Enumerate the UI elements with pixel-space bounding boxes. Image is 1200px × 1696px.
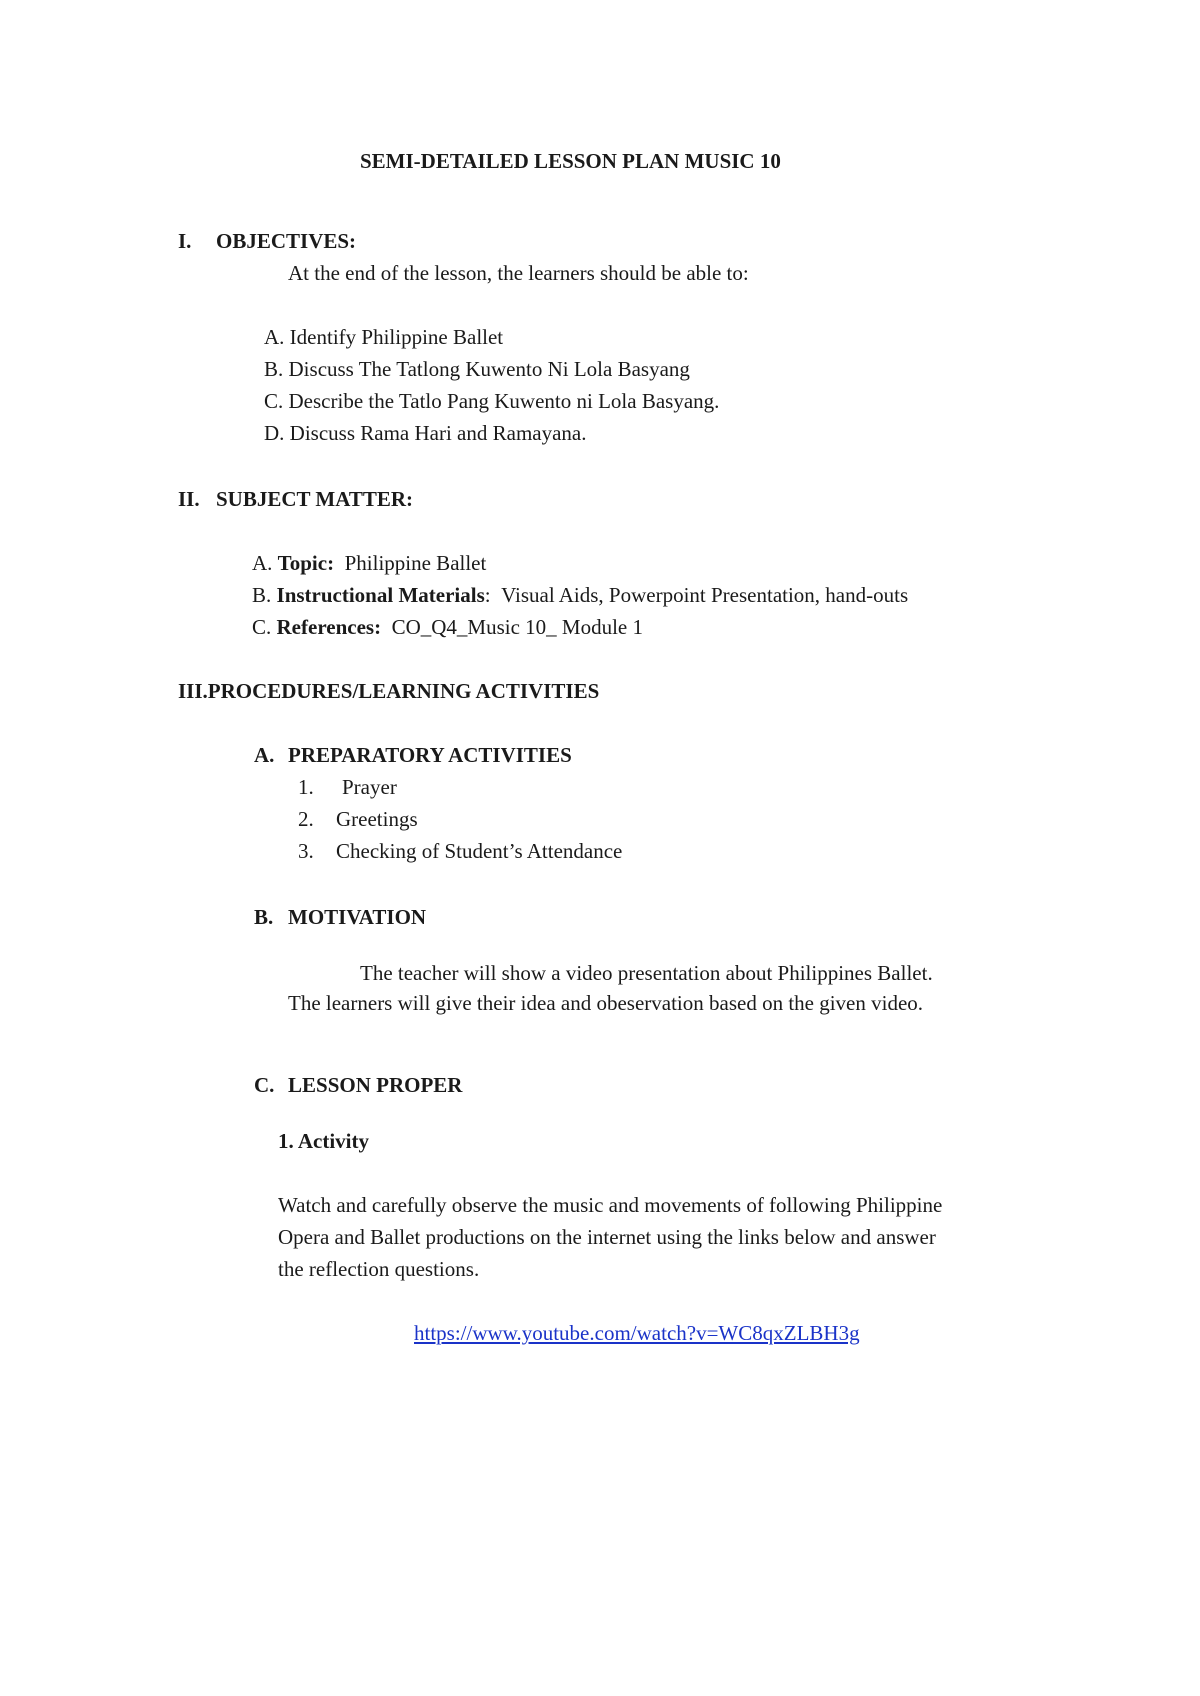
objectives-intro: At the end of the lesson, the learners should be able to: [288, 261, 749, 285]
lesson-proper-heading: LESSON PROPER [288, 1073, 463, 1097]
preparatory-heading: PREPARATORY ACTIVITIES [288, 743, 572, 767]
subject-item-materials [252, 582, 908, 608]
objectives-numeral: I. [178, 229, 192, 253]
objective-text: Discuss Rama Hari and Ramayana. [289, 421, 587, 445]
activity-text: the reflection questions. [278, 1257, 480, 1281]
preparatory-item: Greetings [336, 807, 418, 831]
activity-heading: 1. Activity [278, 1129, 369, 1153]
subject-item-value: Visual Aids, Powerpoint Presentation, hand-outs [501, 583, 909, 607]
objective-letter: A. [264, 325, 285, 349]
objective-item [264, 420, 587, 446]
subject-item-separator: : [484, 583, 491, 607]
subject-item-letter: C. [252, 615, 272, 639]
activity-text: Watch and carefully observe the music and movements of following Philippine [278, 1193, 943, 1217]
subject-matter-numeral: II. [178, 487, 200, 511]
motivation-letter: B. [254, 905, 274, 929]
objective-text: Identify Philippine Ballet [289, 325, 504, 349]
subject-item-letter: A. [252, 551, 273, 575]
subject-item-value: CO_Q4_Music 10_ Module 1 [391, 615, 643, 639]
subject-item-letter: B. [252, 583, 272, 607]
preparatory-item: Checking of Student’s Attendance [336, 839, 623, 863]
subject-item-label: Instructional Materials [276, 583, 485, 607]
subject-item-topic [252, 550, 486, 576]
objective-text: Describe the Tatlo Pang Kuwento ni Lola Basyang. [288, 389, 720, 413]
preparatory-letter: A. [254, 743, 275, 767]
subject-item-references [252, 614, 643, 640]
preparatory-item: Prayer [342, 775, 397, 799]
objectives-heading: OBJECTIVES: [216, 229, 357, 253]
preparatory-num: 3. [298, 839, 314, 863]
youtube-link[interactable]: https://www.youtube.com/watch?v=WC8qxZLBH3g [414, 1321, 860, 1345]
objective-item [264, 324, 503, 350]
preparatory-num: 1. [298, 775, 314, 799]
subject-item-label: Topic: [277, 551, 335, 575]
objective-letter: B. [264, 357, 284, 381]
motivation-text: The teacher will show a video presentation about Philippines Ballet. [360, 961, 933, 985]
subject-matter-heading: SUBJECT MATTER: [216, 487, 414, 511]
procedures-heading: III.PROCEDURES/LEARNING ACTIVITIES [178, 679, 600, 703]
objective-item [264, 356, 690, 382]
objective-letter: D. [264, 421, 285, 445]
motivation-text: The learners will give their idea and obeservation based on the given video. [288, 991, 924, 1015]
motivation-heading: MOTIVATION [288, 905, 427, 929]
preparatory-num: 2. [298, 807, 314, 831]
activity-text: Opera and Ballet productions on the internet using the links below and answer [278, 1225, 936, 1249]
objective-letter: C. [264, 389, 284, 413]
subject-item-value: Philippine Ballet [344, 551, 487, 575]
objective-text: Discuss The Tatlong Kuwento Ni Lola Basyang [288, 357, 690, 381]
subject-item-label: References: [276, 615, 382, 639]
objective-item [264, 388, 719, 414]
lesson-proper-letter: C. [254, 1073, 275, 1097]
document-title: SEMI-DETAILED LESSON PLAN MUSIC 10 [360, 149, 781, 173]
